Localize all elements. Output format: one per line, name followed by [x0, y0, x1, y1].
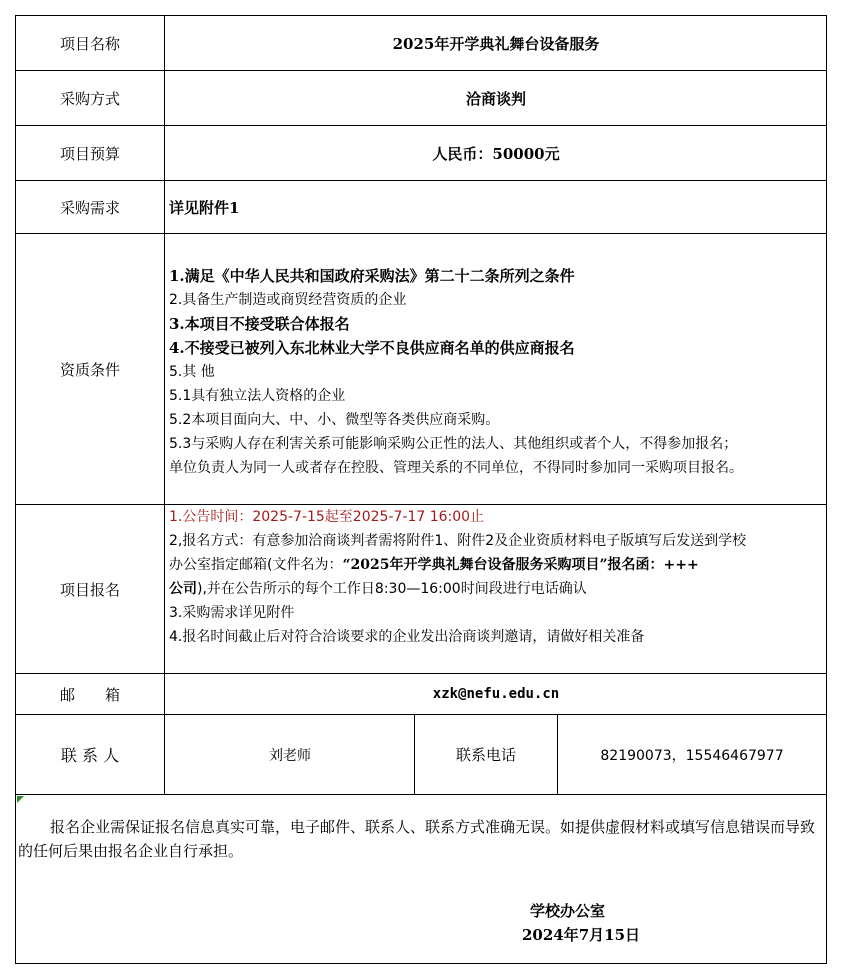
- signature-date: 2024年7月15日: [522, 926, 641, 944]
- email-value[interactable]: xzk@nefu.edu.cn: [432, 686, 560, 702]
- qualification-item: 5.3与采购人存在利害关系可能影响采购公正性的法人、其他组织或者个人，不得参加报名；: [169, 436, 738, 452]
- phone-confirmation: ),并在公告所示的每个工作日8:30—16:00时间段进行电话确认: [197, 581, 587, 597]
- row-procurement-method: [16, 71, 826, 126]
- qualification-item: 5.1具有独立法人资格的企业: [169, 388, 346, 404]
- qualification-item: 5.其 他: [169, 364, 215, 380]
- filename-format-cont: 公司: [169, 581, 197, 597]
- qualification-item: 3.本项目不接受联合体报名: [169, 315, 350, 333]
- requirements-value: 详见附件1: [169, 198, 240, 217]
- registration-value: [166, 505, 826, 673]
- procurement-method-label: 采购方式: [16, 71, 165, 125]
- row-contact: [16, 715, 826, 795]
- filename-format: “2025年开学典礼舞台设备服务采购项目”报名函：+++: [342, 557, 699, 573]
- qualification-item: 单位负责人为同一人或者存在控股、管理关系的不同单位，不得同时参加同一采购项目报名。: [169, 460, 743, 476]
- budget-value: 人民币：50000元: [432, 144, 560, 163]
- procurement-method-value: 洽商谈判: [465, 89, 526, 108]
- announcement-table: [15, 15, 827, 964]
- row-registration: [16, 505, 826, 674]
- contact-label: 联 系 人: [16, 715, 165, 794]
- requirements-note: 3.采购需求详见附件: [169, 605, 295, 621]
- qualification-label: 资质条件: [16, 234, 165, 504]
- invitation-note: 4.报名时间截止后对符合洽谈要求的企业发出洽商谈判邀请，请做好相关准备: [169, 629, 645, 645]
- row-budget: [16, 126, 826, 181]
- registration-method-cont: 办公室指定邮箱(文件名为：: [169, 557, 343, 573]
- notice-text: 报名企业需保证报名信息真实可靠，电子邮件、联系人、联系方式准确无误。如提供虚假材料或填写信息错误而导致的任何后果由报名企业自行承担。: [18, 818, 816, 860]
- email-label: 邮 箱: [16, 674, 165, 714]
- budget-label: 项目预算: [16, 126, 165, 180]
- project-name-label: 项目名称: [16, 16, 165, 70]
- requirements-label: 采购需求: [16, 181, 165, 233]
- qualification-item: 5.2本项目面向大、中、小、微型等各类供应商采购。: [169, 412, 500, 428]
- cell-marker: [17, 796, 24, 803]
- phone-value: 82190073，15546467977: [600, 747, 784, 764]
- row-qualification: [16, 234, 826, 505]
- notice-section: [16, 795, 826, 963]
- row-email: [16, 674, 826, 715]
- qualification-item: 4.不接受已被列入东北林业大学不良供应商名单的供应商报名: [169, 339, 575, 357]
- contact-name: 刘老师: [166, 715, 415, 794]
- signature-office: 学校办公室: [530, 902, 606, 920]
- qualification-item: 1.满足《中华人民共和国政府采购法》第二十二条所列之条件: [169, 267, 575, 285]
- announcement-period: 1.公告时间：2025-7-15起至2025-7-17 16:00止: [169, 509, 485, 525]
- registration-label: 项目报名: [16, 505, 165, 673]
- qualification-item: 2.具备生产制造或商贸经营资质的企业: [169, 292, 407, 308]
- phone-label: 联系电话: [415, 715, 558, 794]
- project-name-value: 2025年开学典礼舞台设备服务: [392, 34, 600, 53]
- registration-method: 2,报名方式：有意参加洽商谈判者需将附件1、附件2及企业资质材料电子版填写后发送到学校: [169, 533, 747, 549]
- row-project-name: [16, 16, 826, 71]
- qualification-value: [166, 234, 826, 504]
- row-requirements: [16, 181, 826, 234]
